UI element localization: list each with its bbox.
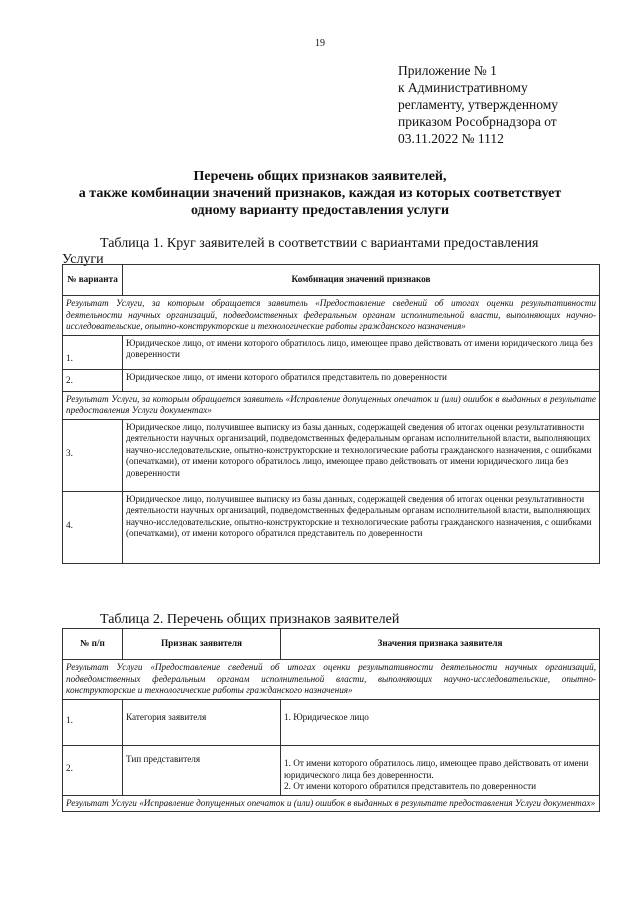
table-row (63, 491, 600, 563)
table-header-row (63, 265, 600, 296)
table1-caption-continued: Услуги (62, 252, 104, 267)
heading-line: а также комбинации значений признаков, каждая из которых соответствует (78, 186, 562, 201)
header-combination: Комбинация значений признаков (123, 265, 600, 296)
variant-description: Юридическое лицо, получившее выписку из базы данных, содержащей сведения об итогах оценки результативности деятельности научных организаций, подведомственных федеральным органам исполнительной власти, выполняющих научно-исследовательские, опытно-конструкторские и технологические работы гражданского назначения, с ошибками (опечатками), от имени которого обратился представитель по доверенности (123, 491, 600, 563)
table-row (63, 419, 600, 491)
table-row (63, 335, 600, 369)
header-variant-number: № варианта (63, 265, 123, 296)
page-number: 19 (315, 38, 325, 49)
row-number: 1. (63, 699, 123, 745)
table1-applicants (62, 264, 600, 564)
result-row (63, 391, 600, 419)
feature-value: 2. От имени которого обратился представитель по доверенности (284, 781, 537, 791)
variant-description: Юридическое лицо, от имени которого обратился представитель по доверенности (123, 369, 600, 391)
header-feature: Признак заявителя (123, 629, 281, 660)
variant-description: Юридическое лицо, получившее выписку из базы данных, содержащей сведения об итогах оценки результативности деятельности научных организаций, подведомственных федеральным органам исполнительной власти, выполняющих научно-исследовательские, опытно-конструкторские и технологические работы гражданского назначения, с ошибками (опечатками), от имени которого обратилось лицо, имеющее право действовать от имени юридического лица без доверенности (123, 419, 600, 491)
variant-number: 2. (63, 369, 123, 391)
result-row (63, 296, 600, 336)
header-feature-values: Значения признака заявителя (281, 629, 600, 660)
table1-caption: Таблица 1. Круг заявителей в соответствии с вариантами предоставления (100, 236, 539, 251)
table-row (63, 369, 600, 391)
table-row (63, 745, 600, 795)
feature-values (281, 699, 600, 745)
row-number: 2. (63, 745, 123, 795)
result-description: Результат Услуги «Предоставление сведений об итогах оценки результативности деятельности научных организаций, подведомственных федеральным органам исполнительной власти, выполняющих научно-исследовательские, опытно-конструкторские и технологические работы гражданского назначения» (63, 660, 600, 700)
variant-number: 1. (63, 335, 123, 369)
heading-line: Перечень общих признаков заявителей, (193, 169, 447, 184)
feature-values (281, 745, 600, 795)
result-row (63, 660, 600, 700)
table-row (63, 699, 600, 745)
heading-line: одному варианту предоставления услуги (190, 203, 450, 218)
result-description: Результат Услуги, за которым обращается заявитель «Предоставление сведений об итогах оценки результативности деятельности научных организаций, подведомственных федеральным органам исполнительной власти, выполняющих научно-исследовательские, опытно-конструкторские и технологические работы гражданского назначения» (63, 296, 600, 336)
appendix-line: регламенту, утвержденному (398, 97, 559, 112)
table-header-row (63, 629, 600, 660)
feature-value: 1. Юридическое лицо (284, 711, 369, 722)
appendix-line: к Административному (398, 80, 528, 95)
feature-value: 1. От имени которого обратилось лицо, имеющее право действовать от имени юридического лица без доверенности. (284, 758, 589, 780)
appendix-line: приказом Рособрнадзора от (398, 114, 557, 129)
variant-number: 3. (63, 419, 123, 491)
appendix-line: Приложение № 1 (398, 63, 497, 78)
appendix-line: 03.11.2022 № 1112 (398, 131, 504, 146)
result-description: Результат Услуги «Исправление допущенных опечаток и (или) ошибок в выданных в результате предоставления Услуги документах» (63, 795, 600, 812)
header-number: № п/п (63, 629, 123, 660)
feature-name: Тип представителя (123, 745, 281, 795)
appendix-note (398, 62, 598, 147)
variant-number: 4. (63, 491, 123, 563)
result-row (63, 795, 600, 812)
feature-name: Категория заявителя (123, 699, 281, 745)
variant-description: Юридическое лицо, от имени которого обратилось лицо, имеющее право действовать от имени юридического лица без доверенности (123, 335, 600, 369)
table2-caption: Таблица 2. Перечень общих признаков заявителей (100, 612, 400, 627)
result-description: Результат Услуги, за которым обращается заявитель «Исправление допущенных опечаток и (или) ошибок в выданных в результате предоставления Услуги документах» (63, 391, 600, 419)
document-heading (40, 168, 600, 219)
table2-applicant-features (62, 628, 600, 812)
